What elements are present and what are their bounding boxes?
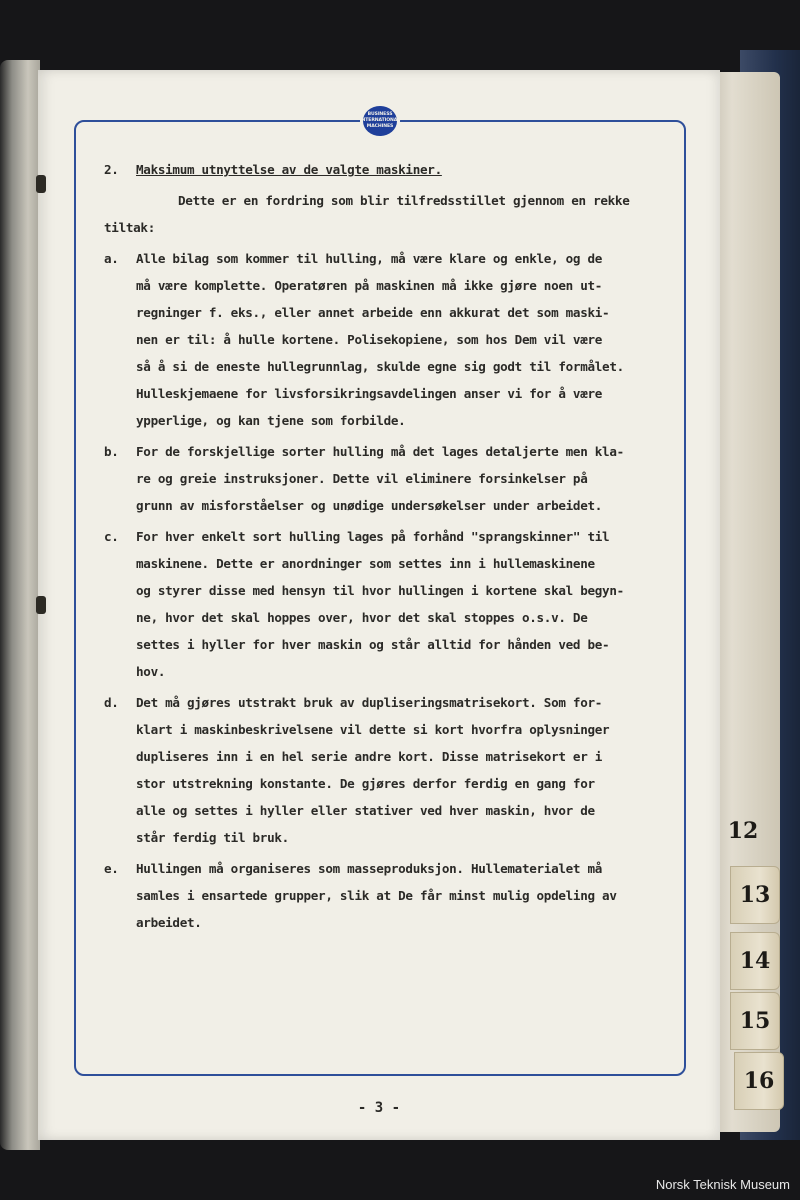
tab-15[interactable] (730, 992, 780, 1050)
tab-14-label: 14 (739, 948, 771, 974)
tab-14[interactable] (730, 932, 780, 990)
list-item-b (104, 438, 674, 519)
item-line: alle og settes i hyller eller stativer ved hver maskin, hvor de (136, 803, 595, 818)
item-line: dupliseres inn i en hel serie andre kort. Disse matrisekort er i (136, 749, 603, 764)
item-line: Hullingen må organiseres som masseproduksjon. Hullematerialet må (136, 861, 603, 876)
item-line: så å si de eneste hullegrunnlag, skulde egne sig godt til formålet. (136, 359, 624, 374)
item-line: arbeidet. (136, 915, 202, 930)
museum-credit: Norsk Teknisk Museum (655, 1177, 790, 1192)
logo-line-3: MACHINES (366, 123, 394, 129)
item-line: stor utstrekning konstante. De gjøres derfor ferdig en gang for (136, 776, 595, 791)
logo-line-1: BUSINESS (367, 112, 393, 118)
item-line: regninger f. eks., eller annet arbeide enn akkurat det som maski- (136, 305, 610, 320)
section-heading (104, 156, 674, 183)
previous-page-edge (0, 60, 40, 1150)
list-item-a (104, 245, 674, 434)
item-line: settes i hyller for hver maskin og står alltid for hånden ved be- (136, 637, 610, 652)
binder-ring-top (36, 175, 46, 193)
item-label: a. (104, 251, 119, 266)
item-label: b. (104, 444, 119, 459)
item-label: e. (104, 861, 119, 876)
tab-13[interactable] (730, 866, 780, 924)
item-line: ne, hvor det skal hoppes over, hvor det skal stoppes o.s.v. De (136, 610, 588, 625)
section-number: 2. (104, 162, 119, 177)
item-line: samles i ensartede grupper, slik at De får minst mulig opdeling av (136, 888, 617, 903)
item-body (136, 689, 674, 851)
tab-16[interactable] (734, 1052, 784, 1110)
item-label: d. (104, 695, 119, 710)
binder-ring-bottom (36, 596, 46, 614)
item-body (136, 523, 674, 685)
intro-line-1: Dette er en fordring som blir tilfredsstillet gjennom en rekke (178, 193, 630, 208)
tab-12-label: 12 (727, 818, 759, 844)
item-line: For hver enkelt sort hulling lages på forhånd "sprangskinner" til (136, 529, 610, 544)
item-line: nen er til: å hulle kortene. Polisekopiene, som hos Dem vil være (136, 332, 603, 347)
list-item-d (104, 689, 674, 851)
document-body (104, 156, 674, 936)
item-label: c. (104, 529, 119, 544)
section-title: Maksimum utnyttelse av de valgte maskiner. (136, 162, 442, 177)
item-line: Det må gjøres utstrakt bruk av dupliseringsmatrisekort. Som for- (136, 695, 603, 710)
item-line: må være komplette. Operatøren på maskinen må ikke gjøre noen ut- (136, 278, 603, 293)
item-line: Hulleskjemaene for livsforsikringsavdelingen anser vi for å være (136, 386, 603, 401)
item-line: For de forskjellige sorter hulling må det lages detaljerte men kla- (136, 444, 624, 459)
item-line: re og greie instruksjoner. Dette vil eliminere forsinkelser på (136, 471, 588, 486)
intro-line-2: tiltak: (104, 220, 155, 235)
page-number: - 3 - (357, 1100, 401, 1116)
item-line: klart i maskinbeskrivelsene vil dette si kort hvorfra oplysninger (136, 722, 610, 737)
document-page (38, 70, 720, 1140)
item-line: og styrer disse med hensyn til hvor hullingen i kortene skal begyn- (136, 583, 624, 598)
item-body (136, 855, 674, 936)
list-item-c (104, 523, 674, 685)
tab-12[interactable] (718, 802, 768, 860)
item-body (136, 438, 674, 519)
tab-13-label: 13 (739, 882, 771, 908)
tab-15-label: 15 (739, 1008, 771, 1034)
item-line: står ferdig til bruk. (136, 830, 289, 845)
item-line: maskinene. Dette er anordninger som settes inn i hullemaskinene (136, 556, 595, 571)
list-item-e (104, 855, 674, 936)
tab-16-label: 16 (743, 1068, 775, 1094)
item-line: ypperlige, og kan tjene som forbilde. (136, 413, 406, 428)
item-line: Alle bilag som kommer til hulling, må være klare og enkle, og de (136, 251, 603, 266)
item-line: hov. (136, 664, 166, 679)
item-body (136, 245, 674, 434)
item-line: grunn av misforståelser og unødige undersøkelser under arbeidet. (136, 498, 603, 513)
globe-logo-icon (359, 106, 401, 136)
logo-line-2: INTERNATIONAL (359, 118, 401, 124)
ibm-logo (360, 104, 400, 138)
